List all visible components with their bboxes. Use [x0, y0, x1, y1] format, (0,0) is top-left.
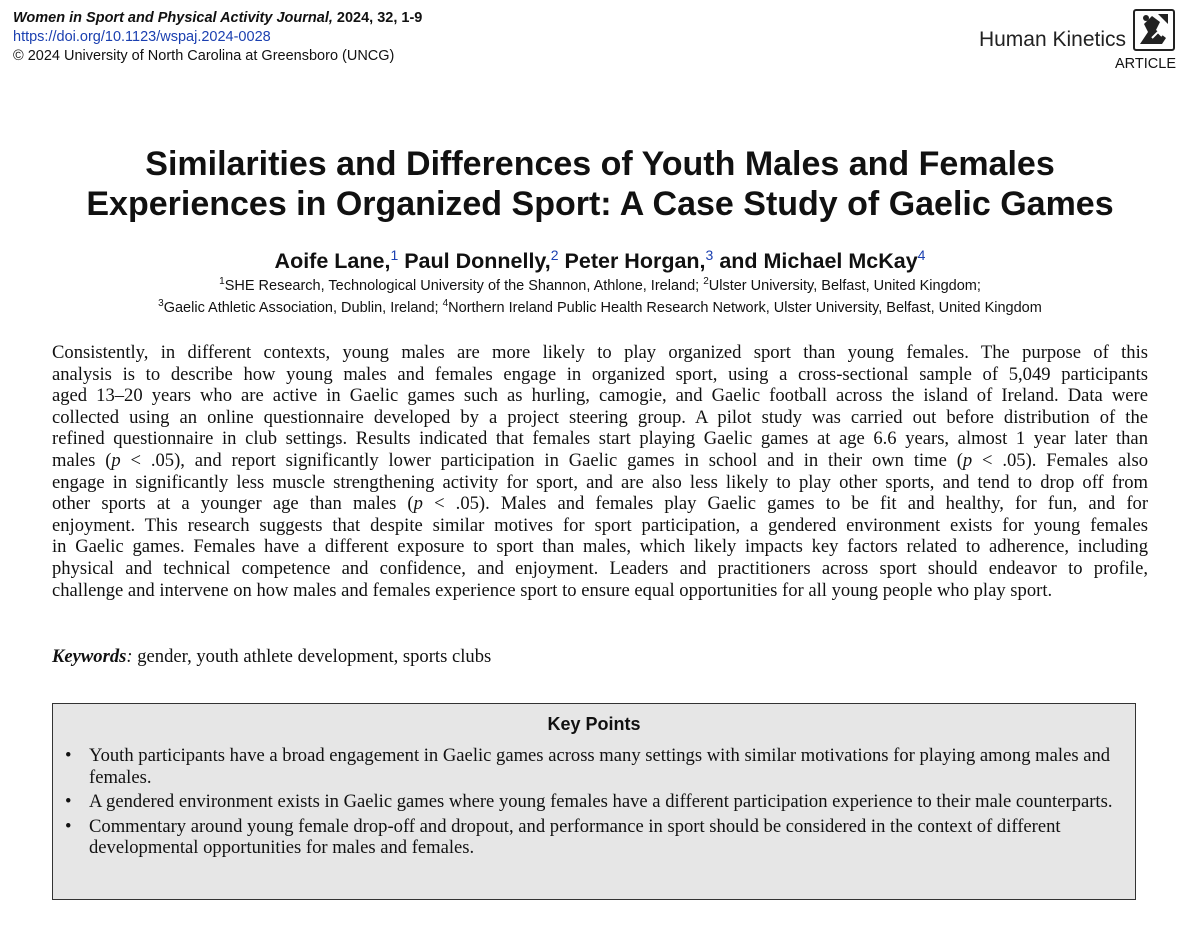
list-item: • Commentary around young female drop-off and dropout, and performance in sport should be considered in the context of different developmental opportunities for males and females. — [65, 815, 1061, 859]
human-kinetics-logo-icon — [1132, 8, 1176, 52]
affiliation-line-1: $^1$SHE Research, Technological University of the Shannon, Athlone, Ireland; $^2$Ulster University, Belfast, United Kingdom; — [219, 276, 981, 294]
bullet-icon: • — [65, 791, 72, 813]
abstract-line: challenge and intervene on how males and females experience sport to ensure equal opportunities for all young people who play sport. — [52, 579, 1053, 601]
author-affiliation-ref[interactable]: 1 — [390, 247, 399, 263]
author-affiliation-ref[interactable]: 3 — [705, 247, 714, 263]
journal-citation — [13, 9, 422, 28]
keywords: Keywords: gender, youth athlete development, sports clubs — [52, 646, 492, 667]
author-affiliation-ref[interactable]: 2 — [550, 247, 559, 263]
author: and Michael McKay$^4$ — [719, 247, 926, 274]
journal-details: 2024, 32, 1-9 — [332, 10, 423, 26]
abstract-line: refined questionnaire in club settings. Results indicated that females start playing Gaelic games at age 6.6 years, almost 1 year later than — [52, 428, 1148, 450]
list-item: • A gendered environment exists in Gaelic games where young females have a different participation experience to their male counterparts. — [65, 791, 1113, 813]
article-type-label: ARTICLE — [1115, 56, 1176, 72]
key-points-box — [52, 703, 1136, 900]
abstract-line: analysis is to describe how young males and females engage in organized sport, using a cross-sectional sample of 5,049 participants — [52, 363, 1148, 385]
list-item: • Youth participants have a broad engagement in Gaelic games across many settings with similar motivations for playing among males and females. — [65, 745, 1111, 788]
abstract-line: in Gaelic games. Females have a different exposure to sport than males, which likely impacts key factors related to adherence, including — [52, 536, 1148, 558]
abstract-line: physical and technical competence and confidence, and enjoyment. Leaders and practitioners across sport should endeavor to profile, — [52, 557, 1148, 579]
abstract-line: collected using an online questionnaire developed by a project steering group. A pilot study was carried out before distribution of the — [52, 406, 1148, 428]
affiliation-line-2: $^3$Gaelic Athletic Association, Dublin, Ireland; $^4$Northern Ireland Public Health Research Network, Ulster University, Belfast, United Kingdom — [158, 298, 1042, 316]
publisher-name: Human Kinetics — [978, 28, 1126, 51]
journal-header — [13, 9, 422, 66]
keywords-list: gender, youth athlete development, sports clubs — [132, 646, 492, 667]
author: Peter Horgan,$^3$ — [564, 247, 714, 274]
key-points-title: Key Points — [547, 714, 641, 734]
abstract-line: aged 13–20 years who are active in Gaelic games such as hurling, camogie, and Gaelic football across the island of Ireland. Data were — [52, 385, 1148, 407]
abstract — [52, 342, 1148, 601]
abstract-line: Consistently, in different contexts, young males are more likely to play organized sport than young females. The purpose of this — [52, 342, 1148, 363]
bullet-icon: • — [65, 745, 72, 766]
publisher-block — [916, 8, 1176, 72]
abstract-line: engage in significantly less muscle strengthening activity for sport, and are also less likely to play other sports, and tend to drop off from — [52, 471, 1148, 493]
key-points-list — [53, 745, 1135, 859]
abstract-line: males (p < .05), and report significantly lower participation in Gaelic games in school and in their own time (p < .05). Females also — [52, 449, 1149, 471]
author: Aoife Lane,$^1$ — [274, 247, 399, 274]
keywords-label: Keywords — [52, 646, 127, 667]
author-list — [0, 247, 1200, 274]
title-line-1: Similarities and Differences of Youth Males and Females — [145, 145, 1055, 183]
title-line-2: Experiences in Organized Sport: A Case Study of Gaelic Games — [86, 185, 1114, 223]
abstract-line: enjoyment. This research suggests that despite similar motives for sport participation, a gendered environment exists for young females — [52, 514, 1148, 536]
copyright-notice: © 2024 University of North Carolina at Greensboro (UNCG) — [13, 48, 395, 64]
abstract-line: other sports at a younger age than males (p < .05). Males and females play Gaelic games to be fit and healthy, for fun, and for — [52, 493, 1149, 515]
author-affiliation-ref[interactable]: 4 — [917, 247, 926, 263]
journal-name: Women in Sport and Physical Activity Journal, — [13, 10, 333, 26]
article-title — [0, 144, 1200, 224]
author: Paul Donnelly,$^2$ — [404, 247, 559, 274]
doi-link[interactable]: https://doi.org/10.1123/wspaj.2024-0028 — [13, 29, 271, 45]
bullet-icon: • — [65, 815, 72, 837]
